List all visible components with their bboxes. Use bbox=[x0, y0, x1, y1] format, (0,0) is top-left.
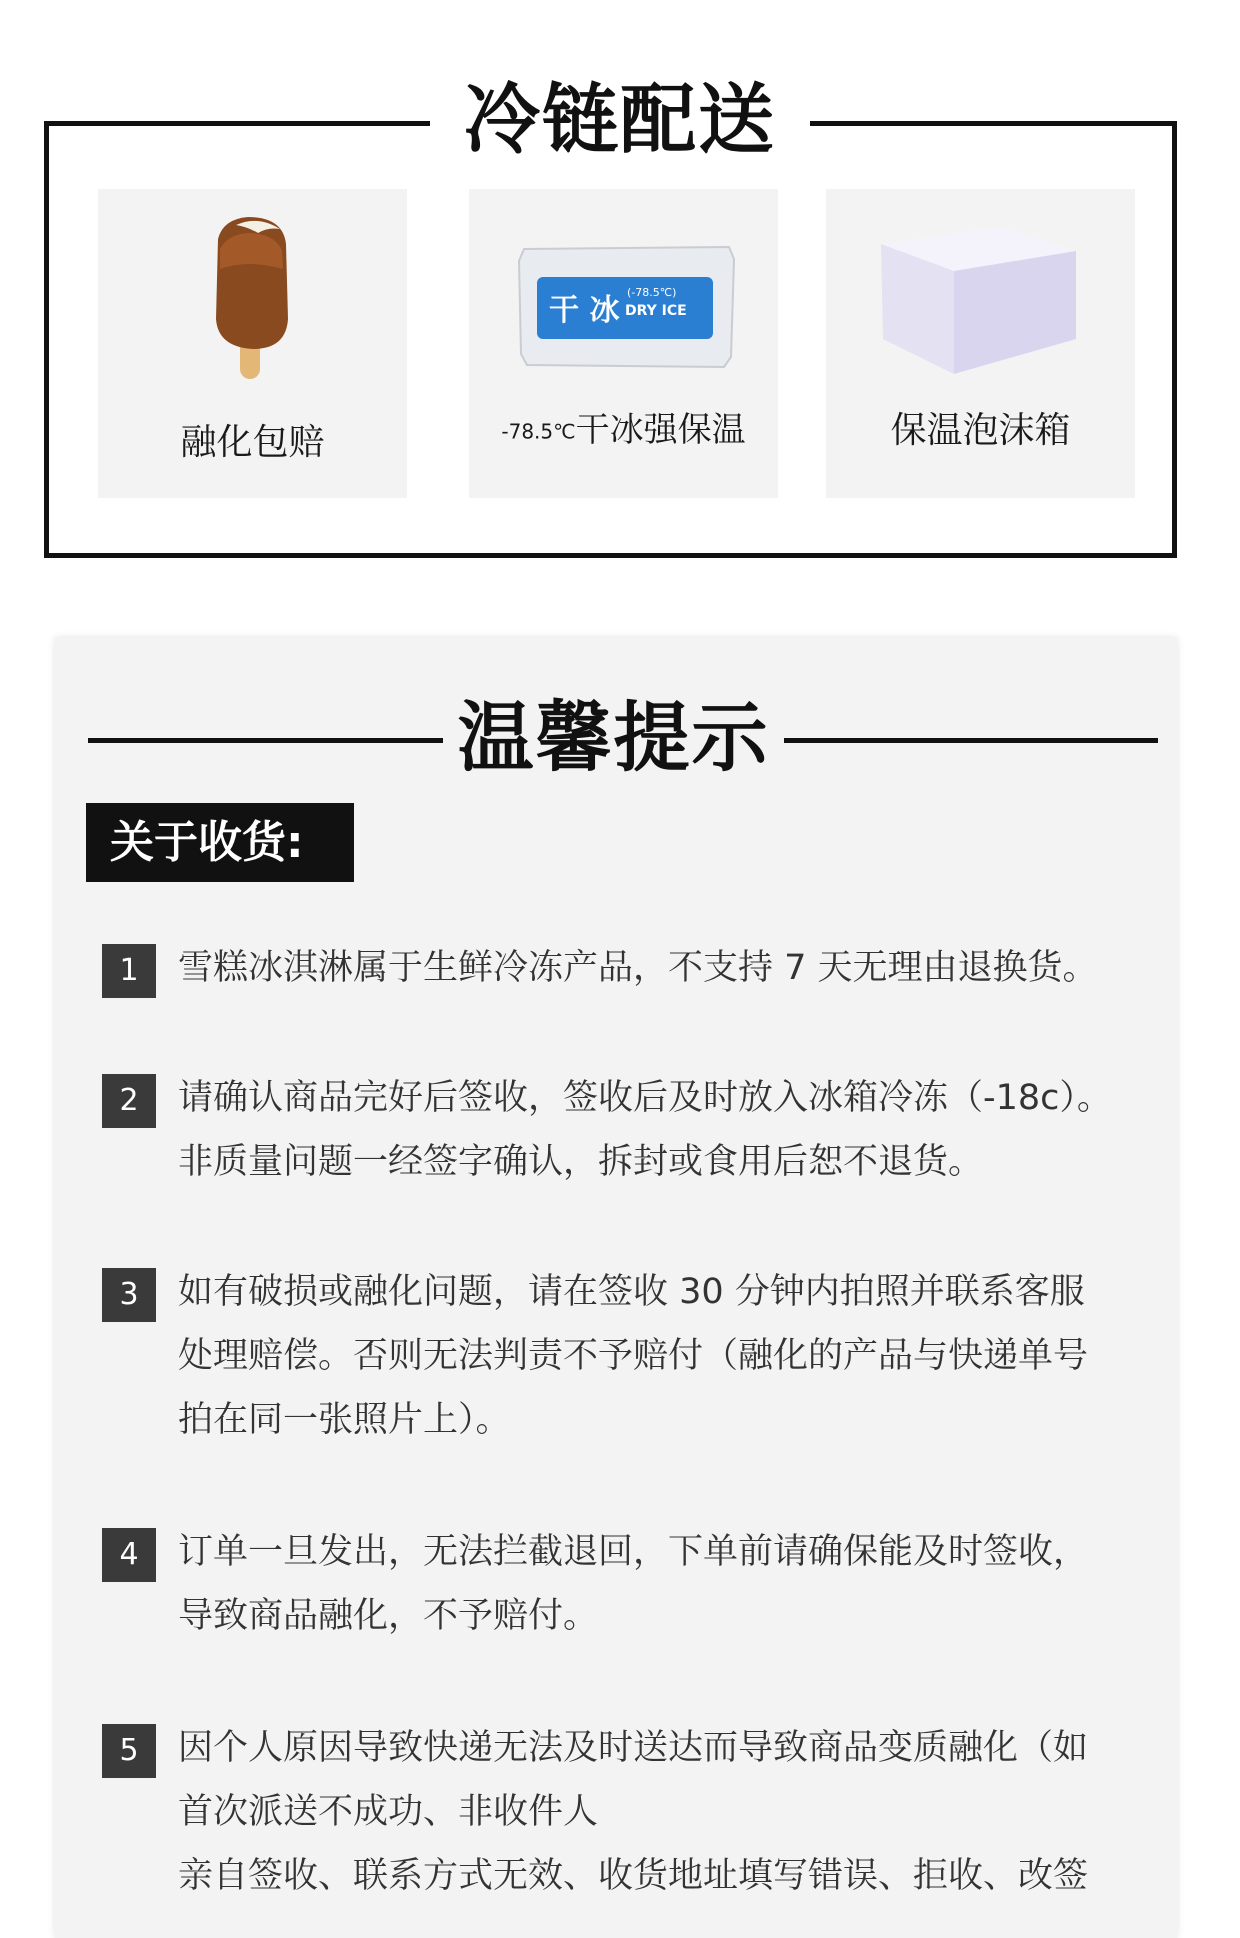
tip-text: 如有破损或融化问题，请在签收 30 分钟内拍照并联系客服 处理赔偿。否则无法判责不予赔付（融化的产品与快递单号 拍在同一张照片上）。 bbox=[178, 1272, 1089, 1440]
card-label-dry-ice bbox=[469, 402, 778, 451]
tip-number-badge: 1 bbox=[102, 944, 156, 998]
tip-number-badge: 3 bbox=[102, 1268, 156, 1322]
feature-card-melt-compensation bbox=[98, 189, 407, 498]
dry-ice-pack-main: 干 冰 bbox=[549, 293, 620, 328]
cold-chain-title-wrap bbox=[430, 70, 810, 170]
dry-ice-pack-icon bbox=[469, 189, 778, 498]
feature-card-dry-ice bbox=[469, 189, 778, 498]
tips-title: 温馨提示 bbox=[457, 693, 770, 782]
dry-ice-temp: -78.5℃ bbox=[501, 419, 576, 444]
tip-text: 雪糕冰淇淋属于生鲜冷冻产品，不支持 7 天无理由退换货。 bbox=[178, 948, 1098, 988]
tips-divider-left bbox=[88, 738, 443, 743]
feature-card-foam-box bbox=[826, 189, 1135, 498]
cold-chain-title: 冷链配送 bbox=[464, 75, 776, 164]
tip-number-badge: 2 bbox=[102, 1074, 156, 1128]
card-label-foam-box: 保温泡沫箱 bbox=[890, 410, 1071, 451]
dry-ice-label-text: 干冰强保温 bbox=[575, 410, 746, 450]
tip-text: 订单一旦发出，无法拦截退回，下单前请确保能及时签收， 导致商品融化，不予赔付。 bbox=[178, 1532, 1089, 1636]
tip-text: 因个人原因导致快递无法及时送达而导致商品变质融化（如 首次派送不成功、非收件人 亲自签收、联系方式无效、收货地址填写错误、拒收、改签 bbox=[178, 1728, 1089, 1896]
tip-number-badge: 4 bbox=[102, 1528, 156, 1582]
tips-divider-right bbox=[784, 738, 1158, 743]
tip-text: 请确认商品完好后签收，签收后及时放入冰箱冷冻（-18c）。 非质量问题一经签字确认，拆封或食用后恕不退货。 bbox=[178, 1078, 1112, 1182]
dry-ice-pack-en: DRY ICE bbox=[625, 303, 687, 319]
receipt-section-label: 关于收货: bbox=[86, 803, 354, 882]
dry-ice-pack-sub: (-78.5℃) bbox=[627, 286, 677, 299]
card-label-melt: 融化包赔 bbox=[180, 422, 325, 463]
tip-number-badge: 5 bbox=[102, 1724, 156, 1778]
